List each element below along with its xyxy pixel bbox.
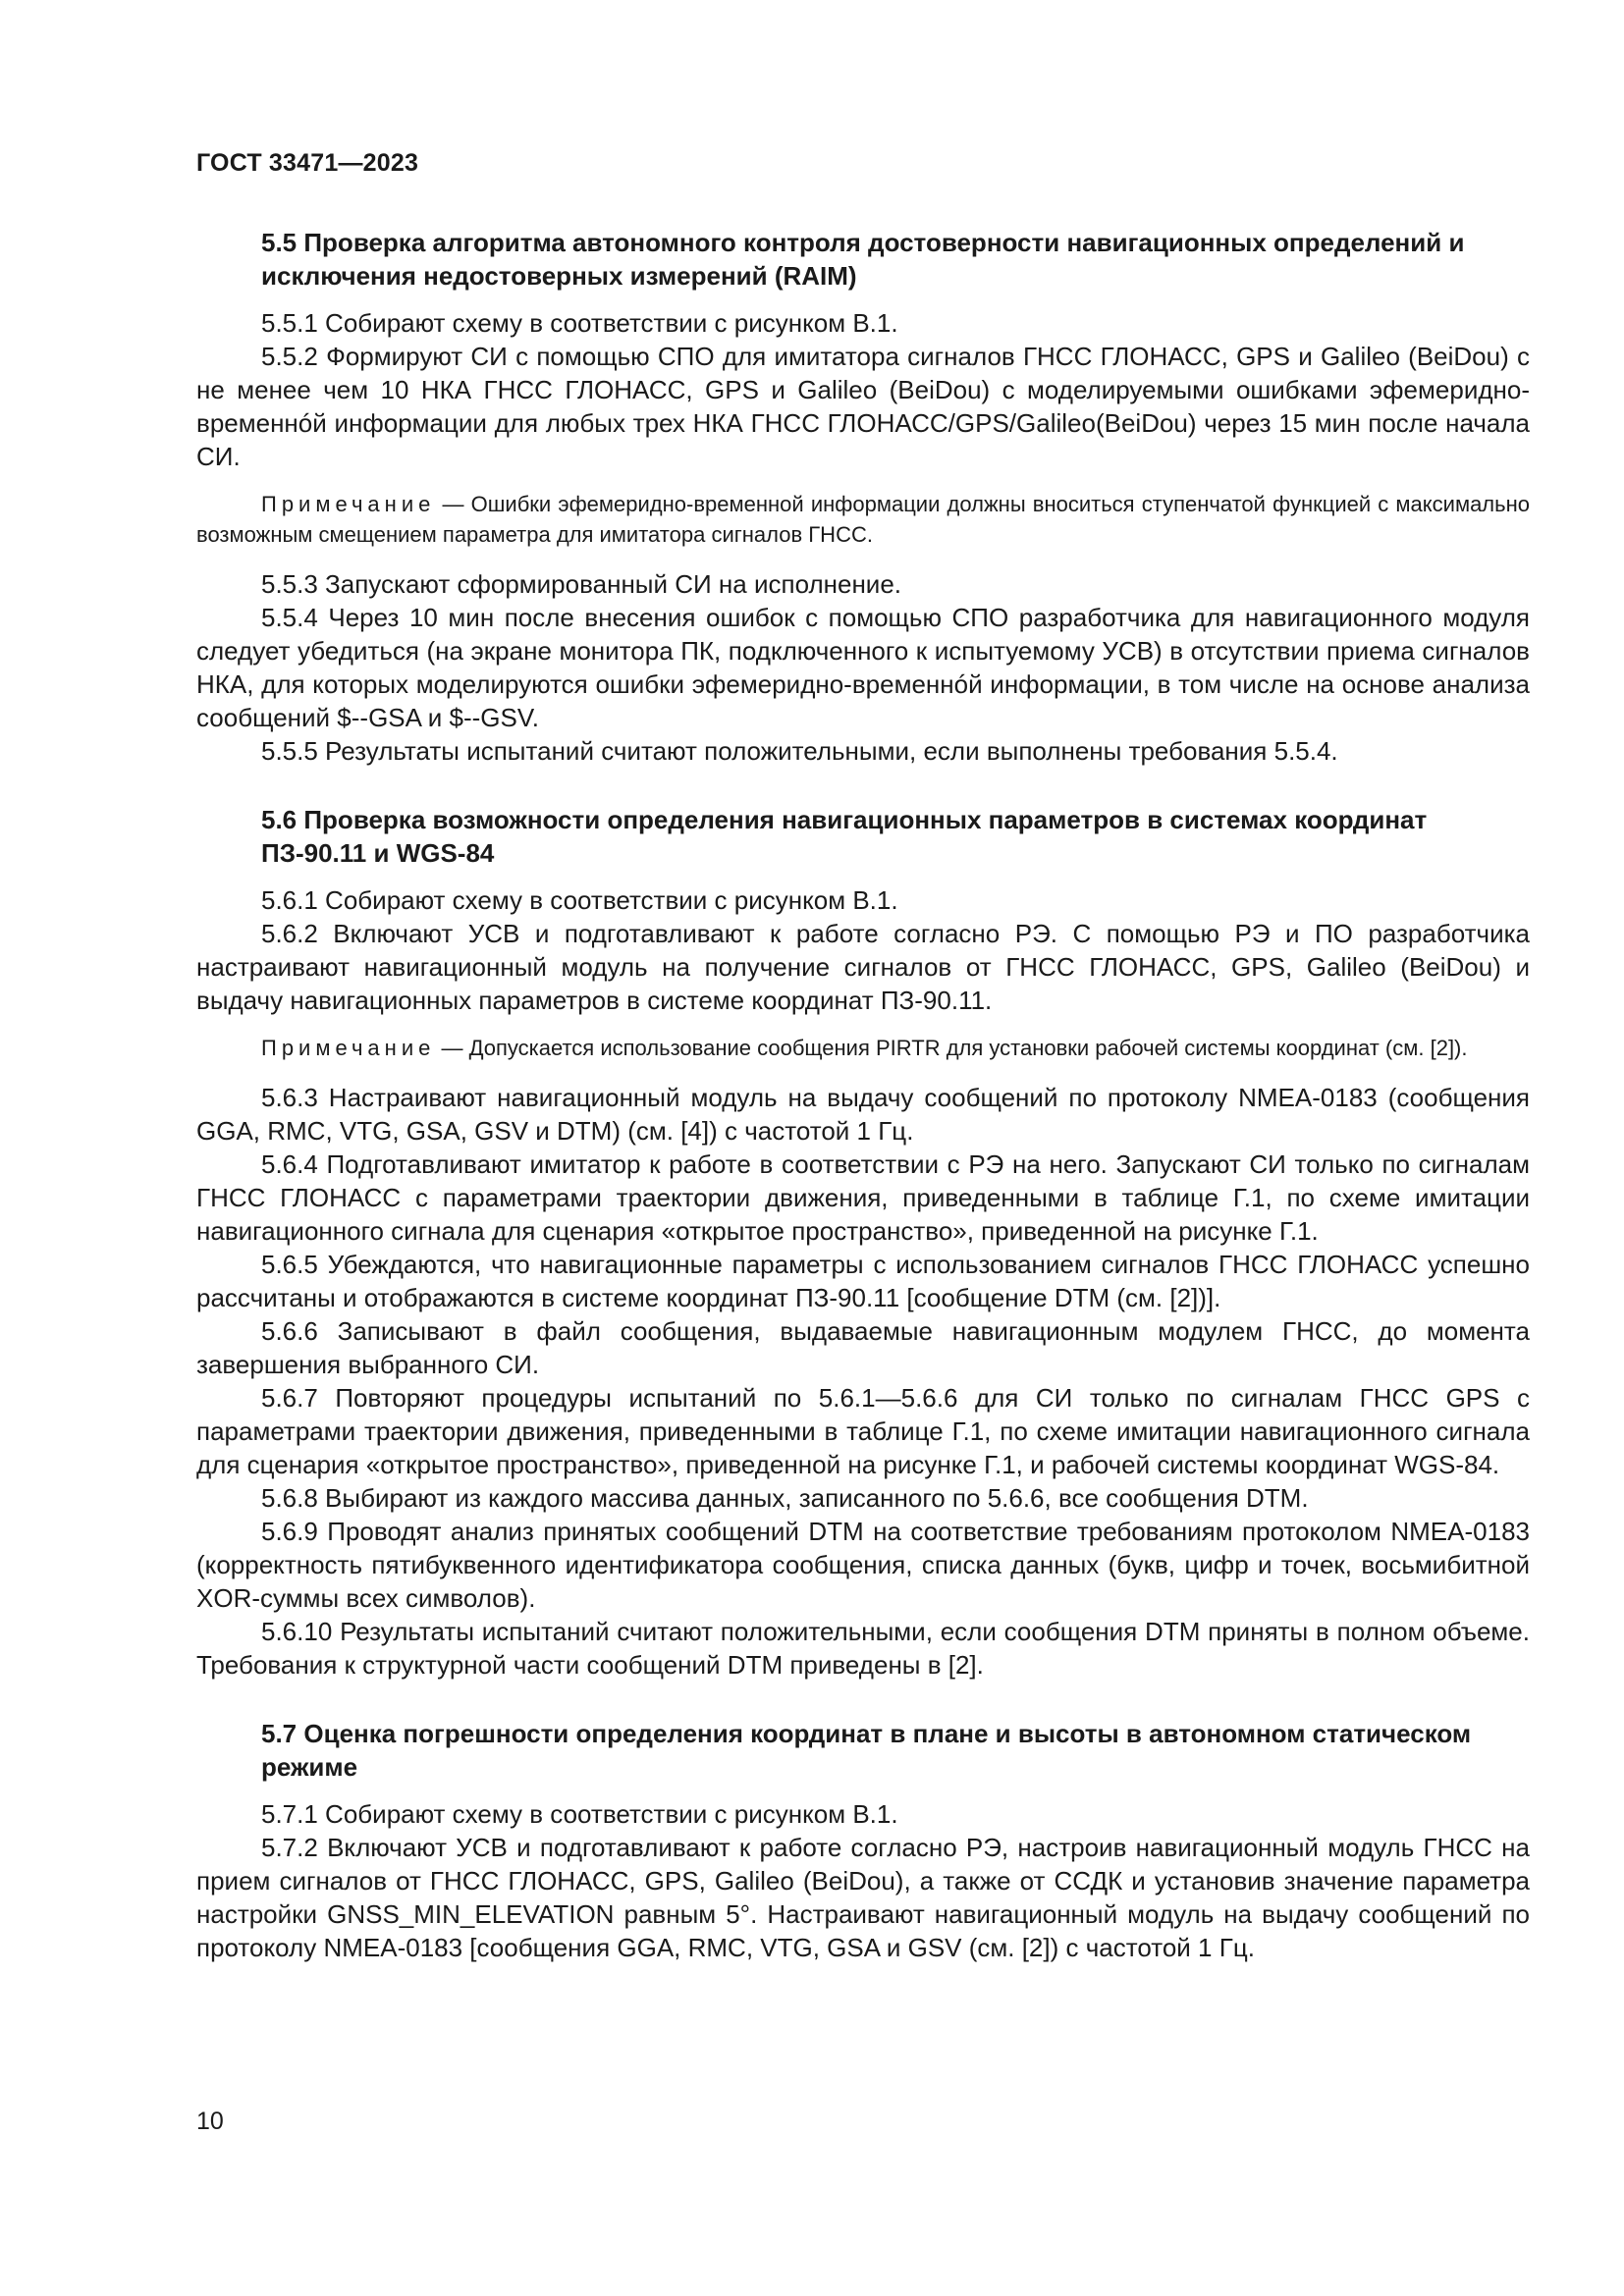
page-number: 10 xyxy=(196,2108,224,2135)
paragraph-5-6-3: 5.6.3 Настраивают навигационный модуль на выдачу сообщений по протоколу NMEA-0183 (сообщения GGA, RMC, VTG, GSA, GSV и DTM) (см. [4]) с частотой 1 Гц. xyxy=(196,1083,1530,1146)
paragraph-5-5-4: 5.5.4 Через 10 мин после внесения ошибок с помощью СПО разработчика для навигационного модуля следует убедиться (на экране монитора ПК, подключенного к испытуемому УСВ) в отсутствии приема сигналов НКА, для которых моделируются ошибки эфемеридно-временнóй информации, в том числе на основе анализа сообщений $--GSA и $--GSV. xyxy=(196,603,1530,732)
note-5-6 xyxy=(196,1033,1530,1063)
note-text: — Допускается использование сообщения PIRTR для установки рабочей системы координат (см. [2]). xyxy=(435,1036,1468,1060)
section-title-5-5: 5.5 Проверка алгоритма автономного контроля достоверности навигационных определений и исключения недостоверных измерений (RAIM) xyxy=(261,228,1465,291)
paragraph-5-7-2: 5.7.2 Включают УСВ и подготавливают к работе согласно РЭ, настроив навигационный модуль ГНСС на прием сигналов от ГНСС ГЛОНАСС, GPS, Galileo (BeiDou), а также от ССДК и установив значение параметра настройки GNSS_MIN_ELEVATION равным 5°. Настраивают навигационный модуль на выдачу сообщений по протоколу NMEA-0183 [сообщения GGA, RMC, VTG, GSA и GSV (см. [2]) с частотой 1 Гц. xyxy=(196,1833,1530,1962)
note-label: Примечание xyxy=(261,492,436,516)
paragraph-5-6-4: 5.6.4 Подготавливают имитатор к работе в соответствии с РЭ на него. Запускают СИ только по сигналам ГНСС ГЛОНАСС с параметрами траектории движения, приведенными в таблице Г.1, по схеме имитации навигационного сигнала для сценария «открытое пространство», приведенной на рисунке Г.1. xyxy=(196,1149,1530,1246)
paragraph-5-6-10: 5.6.10 Результаты испытаний считают положительными, если сообщения DTM приняты в полном объеме. Требования к структурной части сообщений DTM приведены в [2]. xyxy=(196,1617,1530,1680)
note-5-5 xyxy=(196,489,1530,550)
paragraph-5-7-1: 5.7.1 Собирают схему в соответствии с рисунком В.1. xyxy=(261,1799,898,1829)
note-text: — Ошибки эфемеридно-временной информации должны вноситься ступенчатой функцией с максимально возможным смещением параметра для имитатора сигналов ГНСС. xyxy=(196,492,1530,547)
paragraph-5-5-2: 5.5.2 Формируют СИ с помощью СПО для имитатора сигналов ГНСС ГЛОНАСС, GPS и Galileo (BeiDou) с не менее чем 10 НКА ГНСС ГЛОНАСС, GPS и Galileo (BeiDou) с моделируемыми ошибками эфемеридно-временнóй информации для любых трех НКА ГНСС ГЛОНАСС/GPS/Galileo(BeiDou) через 15 мин после начала СИ. xyxy=(196,342,1530,471)
paragraph-5-6-5: 5.6.5 Убеждаются, что навигационные параметры с использованием сигналов ГНСС ГЛОНАСС успешно рассчитаны и отображаются в системе координат ПЗ-90.11 [сообщение DTM (см. [2])]. xyxy=(196,1250,1530,1312)
paragraph-5-6-7: 5.6.7 Повторяют процедуры испытаний по 5.6.1—5.6.6 для СИ только по сигналам ГНСС GPS с параметрами траектории движения, приведенными в таблице Г.1, по схеме имитации навигационного сигнала для сценария «открытое пространство», приведенной на рисунке Г.1, и рабочей системы координат WGS-84. xyxy=(196,1383,1530,1479)
paragraph-5-5-1: 5.5.1 Собирают схему в соответствии с рисунком В.1. xyxy=(261,308,898,338)
note-label: Примечание xyxy=(261,1036,436,1060)
paragraph-5-6-8: 5.6.8 Выбирают из каждого массива данных, записанного по 5.6.6, все сообщения DTM. xyxy=(261,1483,1309,1513)
section-title-5-6: 5.6 Проверка возможности определения навигационных параметров в системах координат ПЗ-90.11 и WGS-84 xyxy=(261,805,1428,868)
paragraph-5-6-1: 5.6.1 Собирают схему в соответствии с рисунком В.1. xyxy=(261,885,898,915)
document-header: ГОСТ 33471—2023 xyxy=(196,149,419,177)
paragraph-5-5-5: 5.5.5 Результаты испытаний считают положительными, если выполнены требования 5.5.4. xyxy=(261,736,1338,766)
paragraph-5-6-6: 5.6.6 Записывают в файл сообщения, выдаваемые навигационным модулем ГНСС, до момента завершения выбранного СИ. xyxy=(196,1316,1530,1379)
paragraph-5-6-9: 5.6.9 Проводят анализ принятых сообщений DTM на соответствие требованиям протоколом NMEA-0183 (корректность пятибуквенного идентификатора сообщения, списка данных (букв, цифр и точек, восьмибитной XOR-суммы всех символов). xyxy=(196,1517,1530,1613)
paragraph-5-5-3: 5.5.3 Запускают сформированный СИ на исполнение. xyxy=(261,569,902,599)
section-title-5-7: 5.7 Оценка погрешности определения координат в плане и высоты в автономном статическом режиме xyxy=(261,1719,1472,1782)
paragraph-5-6-2: 5.6.2 Включают УСВ и подготавливают к работе согласно РЭ. С помощью РЭ и ПО разработчика настраивают навигационный модуль на получение сигналов от ГНСС ГЛОНАСС, GPS, Galileo (BeiDou) и выдачу навигационных параметров в системе координат ПЗ-90.11. xyxy=(196,919,1530,1015)
page-body xyxy=(196,226,1530,1964)
